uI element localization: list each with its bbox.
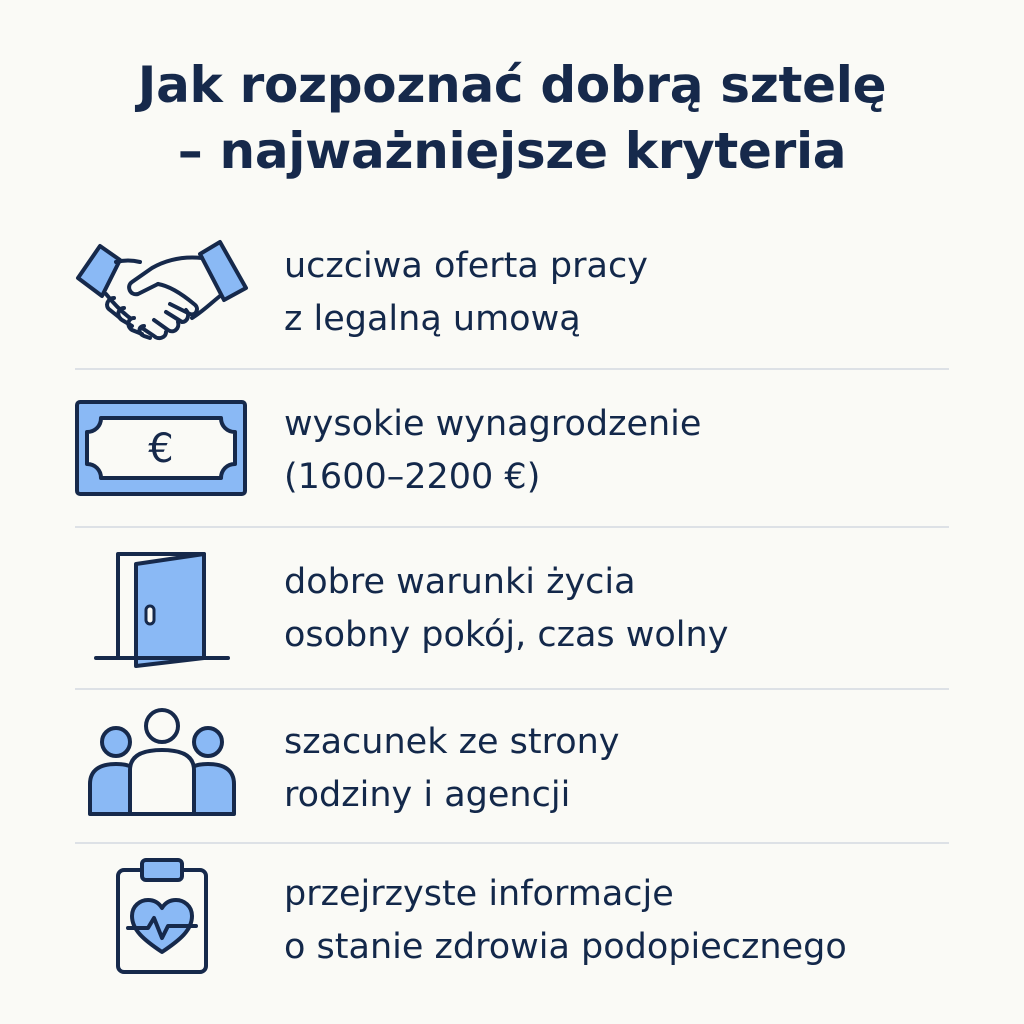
people-group-icon [86, 704, 238, 818]
divider [75, 368, 949, 370]
banknote-euro-icon [75, 400, 247, 496]
criteria-line-2: rodziny i agencji [284, 775, 571, 815]
euro-symbol: € [148, 426, 174, 472]
criteria-line-2: o stanie zdrowia podopiecznego [284, 927, 847, 967]
criteria-line-2: (1600–2200 €) [284, 457, 541, 497]
divider [75, 526, 949, 528]
page-title-line-1: Jak rozpoznać dobrą sztelę [137, 56, 887, 114]
criteria-line-1: uczciwa oferta pracy [284, 246, 648, 286]
divider [75, 842, 949, 844]
criteria-item-living [0, 548, 1024, 672]
criteria-line-1: przejrzyste informacje [284, 874, 674, 914]
criteria-line-1: wysokie wynagrodzenie [284, 404, 702, 444]
criteria-text-salary [284, 398, 701, 504]
criteria-item-health [0, 856, 1024, 976]
open-door-icon [92, 548, 232, 672]
criteria-line-1: szacunek ze strony [284, 722, 620, 762]
handshake-icon [74, 238, 250, 342]
criteria-line-2: osobny pokój, czas wolny [284, 615, 729, 655]
criteria-item-respect [0, 704, 1024, 824]
criteria-text-offer [284, 240, 648, 346]
criteria-line-1: dobre warunki życia [284, 562, 636, 602]
criteria-item-offer [0, 232, 1024, 342]
page-title-line-2: – najważniejsze kryteria [177, 122, 847, 180]
clipboard-heart-icon [114, 856, 210, 976]
page-title [0, 52, 1024, 184]
criteria-text-health [284, 868, 847, 974]
criteria-line-2: z legalną umową [284, 299, 581, 339]
criteria-item-salary [0, 394, 1024, 504]
criteria-text-living [284, 556, 728, 662]
divider [75, 688, 949, 690]
criteria-text-respect [284, 716, 620, 822]
